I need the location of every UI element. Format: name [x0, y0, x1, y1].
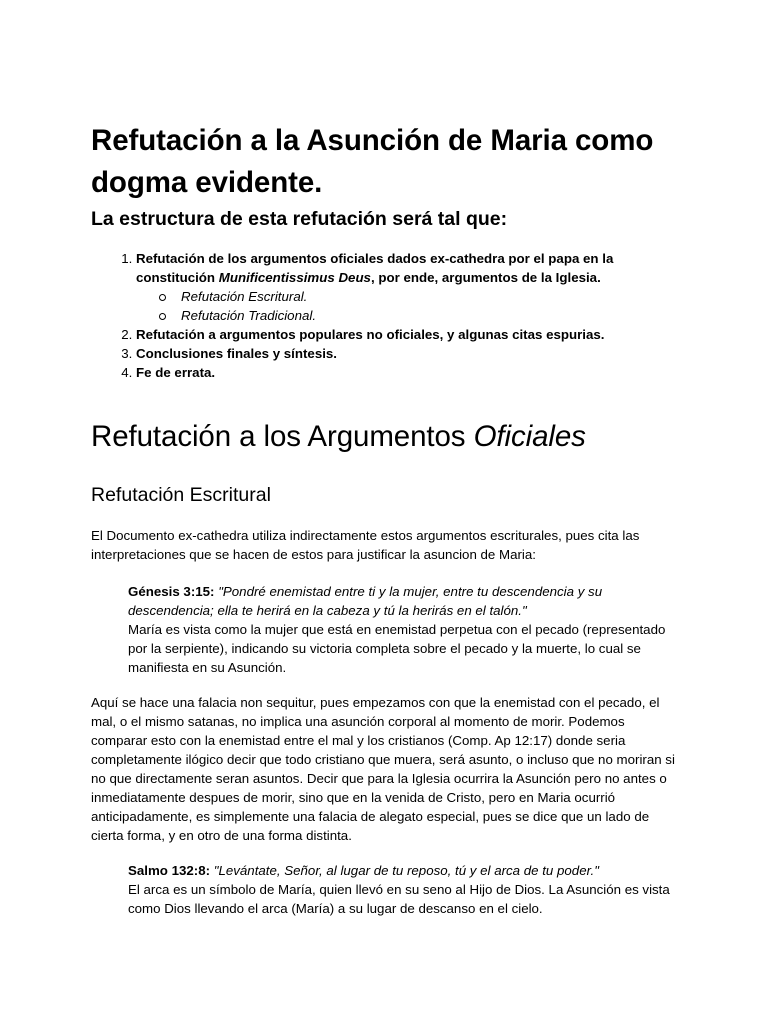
- outline-item-3-text: Conclusiones finales y síntesis.: [136, 346, 337, 361]
- section-title-italic: Oficiales: [473, 420, 586, 453]
- outline-item-1-text-pre: Refutación de los argumentos oficiales dados ex-cathedra por el papa en la constitución: [136, 251, 614, 285]
- outline-subitem-1: Refutación Escritural.: [158, 287, 678, 306]
- outline-item-2: [136, 325, 678, 344]
- quote-salmo-verse: "Levántate, Señor, al lugar de tu reposo, tú y el arca de tu poder.": [213, 863, 599, 878]
- quote-salmo-comment: El arca es un símbolo de María, quien llevó en su seno al Hijo de Dios. La Asunción es vista como Dios llevando el arca (María) a su lugar de descanso en el cielo.: [128, 882, 670, 916]
- outline-item-2-text: Refutación a argumentos populares no oficiales, y algunas citas espurias.: [136, 327, 605, 342]
- outline-sublist: [136, 287, 678, 325]
- section-title: [91, 416, 678, 458]
- document-title: Refutación a la Asunción de Maria como dogma evidente.: [91, 124, 654, 199]
- intro-paragraph: El Documento ex-cathedra utiliza indirectamente estos argumentos escriturales, pues cita las interpretaciones que se hacen de estos para justificar la asuncion de Maria:: [91, 528, 640, 562]
- quote-genesis: [128, 582, 678, 677]
- outline-item-3: [136, 344, 678, 363]
- outline-item-1-text-italic: Munificentissimus Deus: [218, 270, 371, 285]
- outline-list: [91, 249, 678, 382]
- quote-salmo: [128, 861, 678, 918]
- outline-item-1-text-post: , por ende, argumentos de la Iglesia.: [370, 270, 601, 285]
- quote-genesis-ref: Génesis 3:15:: [128, 584, 215, 599]
- section-title-pre: Refutación a los Argumentos: [91, 420, 474, 453]
- body-paragraph: Aquí se hace una falacia non sequitur, pues empezamos con que la enemistad con el pecado, el mal, o el mismo satanas, no implica una asunción corporal al momento de morir. Podemos comparar esto con la enemistad entre el mal y los cristianos (Comp. Ap 12:17) donde seria completamente ilógico decir que todo cristiano que muera, será asunto, o incluso que no moriran si no que directamente seran asuntos. Decir que para la Iglesia ocurrira la Asunción pero no antes o inmediatamente despues de morir, sino que en la venida de Cristo, pero en Maria ocurrió anticipadamente, es simplemente una falacia de alegato especial, pues se dice que un lado de cierta forma, y en otro de una forma distinta.: [91, 695, 675, 843]
- document-subtitle: La estructura de esta refutación será tal que:: [91, 208, 508, 230]
- quote-genesis-verse: "Pondré enemistad entre ti y la mujer, entre tu descendencia y su descendencia; ella te herirá en la cabeza y tú la herirás en el talón.": [128, 584, 603, 618]
- subsection-title: Refutación Escritural: [91, 484, 271, 506]
- quote-genesis-comment: María es vista como la mujer que está en enemistad perpetua con el pecado (representado por la serpiente), indicando su victoria completa sobre el pecado y la muerte, lo cual se manifiesta en su Asunción.: [128, 622, 666, 675]
- quote-salmo-ref: Salmo 132:8:: [128, 863, 211, 878]
- outline-item-4: [136, 363, 678, 382]
- outline-subitem-2: Refutación Tradicional.: [158, 306, 678, 325]
- outline-item-1: [136, 249, 678, 325]
- outline-item-4-text: Fe de errata.: [136, 365, 216, 380]
